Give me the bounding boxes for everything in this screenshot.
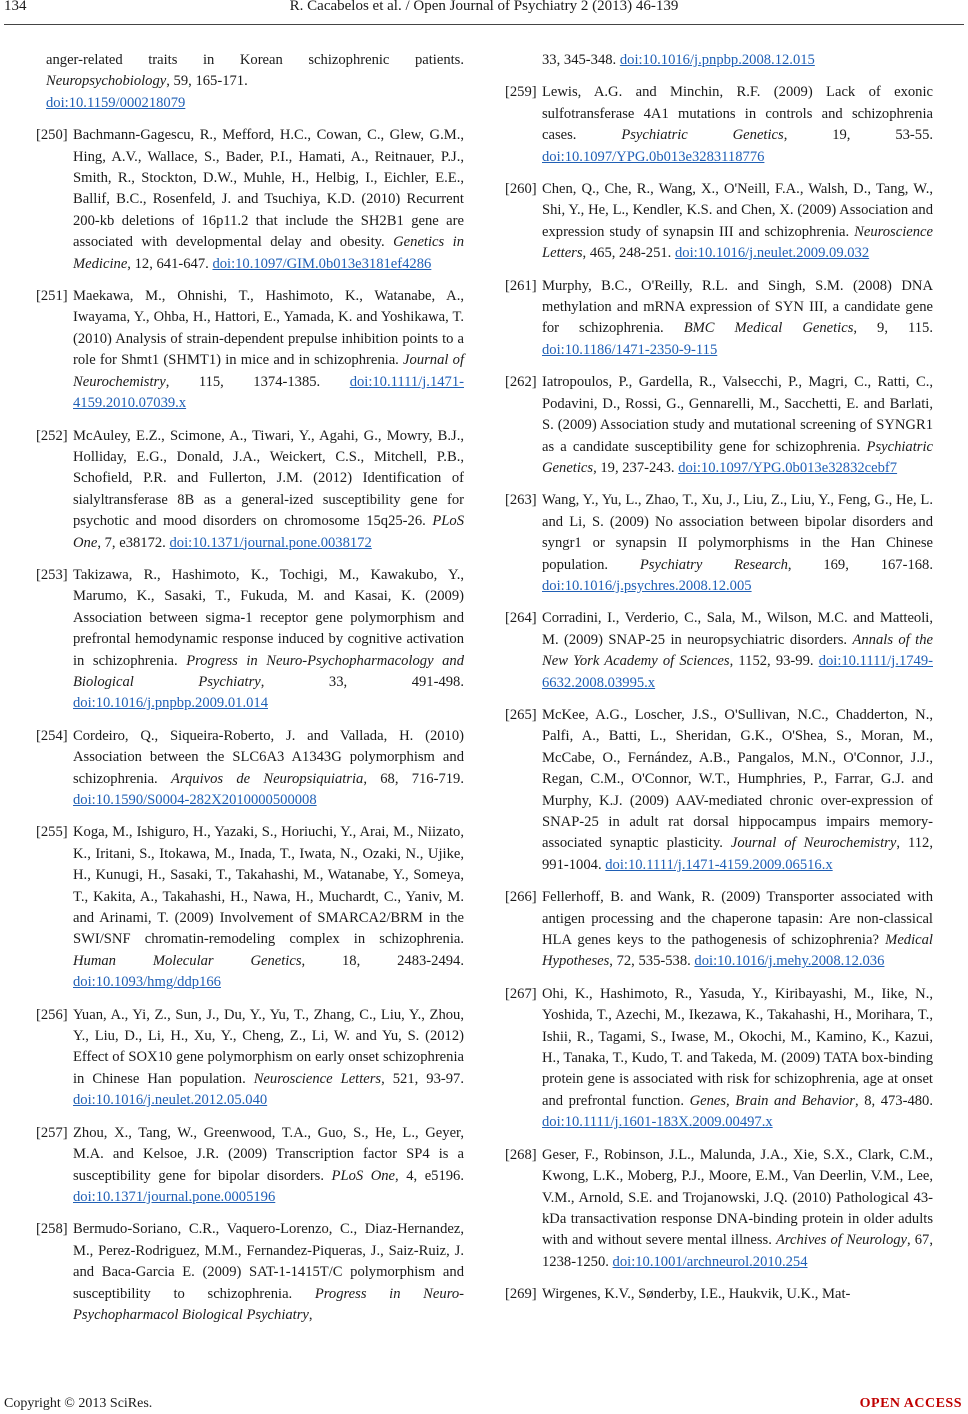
doi-link[interactable]: doi:10.1016/j.psychres.2008.12.005: [542, 577, 752, 594]
reference-item: [505, 179, 933, 265]
running-title: R. Cacabelos et al. / Open Journal of Psychiatry 2 (2013) 46-139: [289, 0, 679, 14]
journal-name: Arquivos de Neuropsiquiatria: [170, 770, 364, 787]
reference-number: [263]: [505, 492, 537, 509]
journal-name: Progress in Neuro-Psychopharmacology and Biological Psychiatry: [73, 652, 465, 690]
reference-continuation: 33, 345-348. doi:10.1016/j.pnpbp.2008.12.015: [542, 52, 815, 68]
reference-number: [254]: [36, 727, 68, 744]
reference-details: , 112, 991-1004.: [542, 835, 933, 873]
reference-text: Yuan, A., Yi, Z., Sun, J., Du, Y., Yu, T., Zhang, C., Liu, Y., Zhou, Y., Liu, D., Li, H., Xu, Y., Cheng, Z., Li, W. and Yu, S. (2012) Effect of SOX10 gene polymorphism on early onset schizophrenia in Chinese Han population.: [73, 1006, 464, 1087]
reference-item: [505, 1284, 933, 1305]
reference-item: [36, 1005, 464, 1112]
reference-number: [261]: [505, 277, 537, 294]
reference-number: [259]: [505, 84, 537, 101]
reference-item: [505, 1145, 933, 1273]
doi-link[interactable]: doi:10.1016/j.pnpbp.2008.12.015: [619, 52, 815, 68]
reference-details: , 4, e5196.: [395, 1167, 465, 1184]
reference-details: , 67, 1238-1250.: [542, 1232, 933, 1270]
reference-item: [505, 984, 933, 1134]
journal-name: Neuroscience Letters: [542, 223, 933, 262]
reference-details: , 12, 641-647.: [127, 255, 213, 272]
reference-number: [268]: [505, 1146, 537, 1163]
reference-number: [264]: [505, 610, 537, 627]
reference-number: [253]: [36, 566, 68, 583]
reference-number: [266]: [505, 889, 537, 906]
doi-link[interactable]: doi:10.1097/YPG.0b013e3283118776: [542, 148, 765, 165]
journal-name: PLoS One: [331, 1167, 396, 1184]
doi-link[interactable]: doi:10.1016/j.pnpbp.2009.01.014: [73, 695, 268, 712]
reference-number: [250]: [36, 127, 68, 144]
reference-number: [267]: [505, 985, 537, 1002]
doi-link[interactable]: doi:10.1111/j.1471-4159.2010.07039.x: [73, 373, 464, 412]
reference-details: , 19, 53-55.: [783, 127, 934, 144]
reference-text: Murphy, B.C., O'Reilly, R.L. and Singh, S.M. (2008) DNA methylation and mRNA expression of SYN III, a candidate gene for schizophrenia.: [542, 277, 933, 337]
reference-details: , 9, 115.: [853, 320, 933, 337]
reference-text: Fellerhoff, B. and Wank, R. (2009) Transporter associated with antigen processing and the chaperone tapasin: Are non-classical HLA genes keys to the pathogenesis of schizophrenia?: [542, 889, 933, 949]
journal-name: Annals of the New York Academy of Sciences: [542, 631, 933, 670]
doi-link[interactable]: doi:10.1590/S0004-282X2010000500008: [73, 792, 317, 808]
reference-item: [36, 1219, 464, 1326]
reference-details: , 7, e38172.: [97, 534, 166, 551]
reference-item: [36, 1123, 464, 1209]
reference-details: , 8, 473-480.: [854, 1092, 933, 1109]
reference-number: [257]: [36, 1124, 68, 1141]
open-access-badge: OPEN ACCESS: [859, 1396, 962, 1411]
header-rule: [4, 24, 964, 25]
journal-name: Neuroscience Letters: [253, 1070, 382, 1087]
journal-name: Journal of Neurochemistry: [73, 352, 465, 390]
reference-item: [505, 705, 933, 876]
reference-text: Geser, F., Robinson, J.L., Malunda, J.A., Xie, S.X., Clark, C.M., Kwong, L.K., Moberg, P.J., Moore, E.M., Van Deerlin, V.M., Lee, V.M., Arnold, S.E. and Trojanowski, J.Q. (2010) Pathological 43-kDa transactivation response DNA-binding protein in older adults with and without severe mental illness.: [542, 1146, 933, 1249]
reference-item: [36, 822, 464, 993]
journal-name: Psychiatric Genetics: [542, 438, 933, 476]
reference-item: [505, 372, 933, 479]
reference-details: , 72, 535-538.: [609, 953, 691, 970]
reference-details: , 33, 491-498.: [260, 673, 464, 690]
reference-text: Ohi, K., Hashimoto, R., Yasuda, Y., Kiribayashi, M., Iike, N., Yoshida, T., Azechi, M., Ikezawa, K., Takahashi, H., Morihara, T., Ishii, R., Tagami, S., Iwase, M., Okochi, M., Kamino, K., Kazui, H., Tanaka, T., Kudo, T. and Takeda, M. (2009) TATA box-binding protein gene is associated with risk for schizophrenia, age at onset and prefrontal function.: [542, 985, 933, 1109]
journal-name: Genes, Brain and Behavior: [689, 1092, 855, 1109]
doi-link[interactable]: doi:10.1097/GIM.0b013e3181ef4286: [212, 255, 432, 272]
reference-item: [505, 82, 933, 168]
reference-number: [252]: [36, 427, 68, 444]
journal-name: Psychiatry Research: [639, 556, 788, 573]
reference-text: McAuley, E.Z., Scimone, A., Tiwari, Y., Agahi, G., Mowry, B.J., Holliday, E.G., Donald, J.A., Weickert, C.S., Mitchell, P.B., Schofield, P.R. and Fullerton, J.M. (2012) Identification of sialyltransferase 8B as a general-ized susceptibility gene for psychotic and mood disorders on chromosome 15q25-26.: [73, 427, 464, 530]
reference-item: [36, 565, 464, 715]
journal-name: Journal of Neurochemistry: [730, 835, 897, 852]
doi-link[interactable]: doi:10.1111/j.1601-183X.2009.00497.x: [542, 1114, 773, 1131]
reference-item: [36, 726, 464, 812]
journal-name: Progress in Neuro-Psychopharmacol Biological Psychiatry: [73, 1285, 464, 1323]
reference-text: Maekawa, M., Ohnishi, T., Hashimoto, K., Watanabe, A., Iwayama, Y., Ohba, H., Hattori, E., Yamada, K. and Yoshikawa, T. (2010) Analysis of strain-dependent prepulse inhibition points to a role for Shmt1 (SHMT1) in mice and in schizophrenia.: [73, 288, 464, 369]
reference-number: [258]: [36, 1221, 68, 1238]
reference-text: Bermudo-Soriano, C.R., Vaquero-Lorenzo, C., Diaz-Hernandez, M., Perez-Rodriguez, M.M., Fernandez-Piqueras, J., Saiz-Ruiz, J. and Baca-Garcia E. (2009) SAT-1-1415T/C polymorphism and susceptibility to schizophrenia.: [73, 1221, 464, 1302]
reference-text: Iatropoulos, P., Gardella, R., Valsecchi, P., Magri, C., Ratti, C., Podavini, D., Rossi, G., Gennarelli, M., Sacchetti, E. and Barlati, S. (2009) Association study and mutational screening of SYNGR1 as a candidate susceptibility gene for schizophrenia.: [542, 374, 933, 455]
reference-text: McKee, A.G., Loscher, J.S., O'Sullivan, N.C., Chadderton, N., Palfi, A., Batti, L., Sheridan, G.K., O'Shea, S., Moran, M., McCabe, O., Fernández, A.B., Pangalos, M.N., O'Connor, J.J., Regan, C.M., O'Connor, W.T., Humphries, P., Farrar, G.J. and Murphy, K.J. (2009) AAV-mediated chronic over-expression of SNAP-25 in adult rat dorsal hippocampus impairs memory-associated synaptic plasticity.: [542, 706, 933, 852]
reference-item: [505, 276, 933, 362]
reference-text: Corradini, I., Verderio, C., Sala, M., Wilson, M.C. and Matteoli, M. (2009) SNAP-25 in neuropsychiatric disorders.: [542, 610, 933, 648]
reference-details: , 18, 2483-2494.: [301, 952, 464, 969]
reference-number: [255]: [36, 824, 68, 841]
reference-text: Takizawa, R., Hashimoto, K., Tochigi, M., Kawakubo, Y., Marumo, K., Sasaki, T., Fukuda, M. and Kasai, K. (2009) Association between sigma-1 receptor gene polymorphism and prefrontal hemodynamic response induced by cognitive activation in schizophrenia.: [73, 566, 464, 669]
reference-item: [36, 286, 464, 414]
doi-link[interactable]: doi:10.1111/j.1749-6632.2008.03995.x: [542, 653, 933, 691]
reference-details: , 68, 716-719.: [363, 770, 464, 787]
page-number: 134: [4, 0, 27, 14]
reference-text: Zhou, X., Tang, W., Greenwood, T.A., Guo, S., He, L., Geyer, M.A. and Kelsoe, J.R. (2009) Transcription factor SP4 is a susceptibility gene for bipolar disorders.: [73, 1124, 464, 1184]
reference-item: [36, 426, 464, 554]
doi-link[interactable]: doi:10.1097/YPG.0b013e32832cebf7: [678, 459, 898, 476]
reference-details: , 19, 237-243.: [593, 459, 679, 476]
doi-link[interactable]: doi:10.1001/archneurol.2010.254: [612, 1253, 808, 1270]
journal-name: Human Molecular Genetics: [73, 952, 302, 969]
reference-number: [260]: [505, 181, 537, 198]
reference-item: [505, 608, 933, 694]
reference-number: [256]: [36, 1006, 68, 1023]
reference-text: Bachmann-Gagescu, R., Mefford, H.C., Cowan, C., Glew, G.M., Hing, A.V., Wallace, S., Bader, P.I., Hamati, A., Reitnauer, P.J., Smith, R., Stockton, D.W., Muhle, H., Helbig, I., Eichler, E.E., Ballif, B.C., Rosenfeld, J. and Tsuchiya, K.D. (2010) Recurrent 200-kb deletions of 16p11.2 that include the SH2B1 gene are associated with developmental delay and obesity.: [73, 127, 464, 251]
reference-text: Wirgenes, K.V., Sønderby, I.E., Haukvik, U.K., Mat-: [542, 1286, 851, 1303]
journal-name: Neuropsychobiology: [46, 73, 167, 90]
journal-name: Medical Hypotheses: [542, 932, 933, 970]
doi-link[interactable]: doi:10.1371/journal.pone.0038172: [169, 534, 372, 551]
reference-number: [265]: [505, 706, 537, 723]
reference-text: Cordeiro, Q., Siqueira-Roberto, J. and Vallada, H. (2010) Association between the SLC6A3 A1343G polymorphism and schizophrenia.: [73, 727, 464, 787]
reference-item: [505, 887, 933, 973]
journal-name: Genetics in Medicine: [73, 234, 464, 272]
doi-link[interactable]: doi:10.1016/j.mehy.2008.12.036: [694, 953, 885, 970]
reference-text: Lewis, A.G. and Minchin, R.F. (2009) Lack of exonic sulfotransferase 4A1 mutations in controls and schizophrenia cases.: [542, 84, 933, 144]
doi-link[interactable]: doi:10.1371/journal.pone.0005196: [73, 1188, 276, 1205]
reference-text: Koga, M., Ishiguro, H., Yazaki, S., Horiuchi, Y., Arai, M., Niizato, K., Iritani, S., Itokawa, M., Inada, T., Iwata, N., Ozaki, N., Ujike, H., Kunugi, H., Sasaki, T., Takahashi, M., Watanabe, Y., Someya, T., Kakita, A., Takahashi, H., Nawa, H., Muchardt, C., Yaniv, M. and Arinami, T. (2009) Involvement of SMARCA2/BRM in the SWI/SNF chromatin-remodeling complex in schizophrenia.: [73, 824, 464, 948]
reference-number: [262]: [505, 374, 537, 391]
reference-text: Chen, Q., Che, R., Wang, X., O'Neill, F.A., Walsh, D., Tang, W., Shi, Y., He, L., Kendler, K.S. and Chen, X. (2009) Association and expression study of synapsin III and schizophrenia.: [542, 181, 933, 240]
reference-details: , 1152, 93-99.: [729, 653, 819, 670]
doi-link[interactable]: doi:10.1016/j.neulet.2012.05.040: [73, 1092, 268, 1109]
doi-link[interactable]: doi:10.1159/000218079: [46, 94, 186, 111]
reference-number: [251]: [36, 288, 68, 305]
reference-number: [269]: [505, 1286, 537, 1303]
doi-link[interactable]: doi:10.1093/hmg/ddp166: [73, 974, 221, 991]
journal-name: Archives of Neurology: [775, 1232, 908, 1249]
reference-details: , 465, 248-251.: [582, 245, 672, 262]
reference-item: [36, 125, 464, 275]
left-column: [36, 50, 464, 1337]
doi-link[interactable]: doi:10.1016/j.neulet.2009.09.032: [674, 245, 870, 262]
doi-link[interactable]: doi:10.1111/j.1471-4159.2009.06516.x: [605, 856, 833, 873]
copyright-notice: Copyright © 2013 SciRes.: [4, 1396, 153, 1411]
reference-details: , 521, 93-97.: [381, 1070, 464, 1087]
reference-text: Wang, Y., Yu, L., Zhao, T., Xu, J., Liu, Z., Liu, Y., Feng, G., He, L. and Li, S. (2009) No association between bipolar disorders and syngr1 or synapsin II polymorphisms in the Han Chinese population.: [542, 492, 933, 573]
right-column: [505, 50, 933, 1317]
journal-name: BMC Medical Genetics: [683, 320, 854, 337]
journal-name: PLoS One: [73, 513, 464, 551]
reference-details: , 115, 1374-1385.: [165, 373, 350, 390]
reference-details: , 169, 167-168.: [787, 556, 933, 573]
reference-item: [505, 490, 933, 597]
reference-continuation: anger-related traits in Korean schizophrenic patients. Neuropsychobiology, 59, 165-171. doi:10.1159/000218079: [46, 52, 464, 111]
doi-link[interactable]: doi:10.1186/1471-2350-9-115: [542, 341, 718, 358]
journal-name: Psychiatric Genetics: [621, 127, 784, 144]
reference-details: ,: [308, 1306, 313, 1323]
